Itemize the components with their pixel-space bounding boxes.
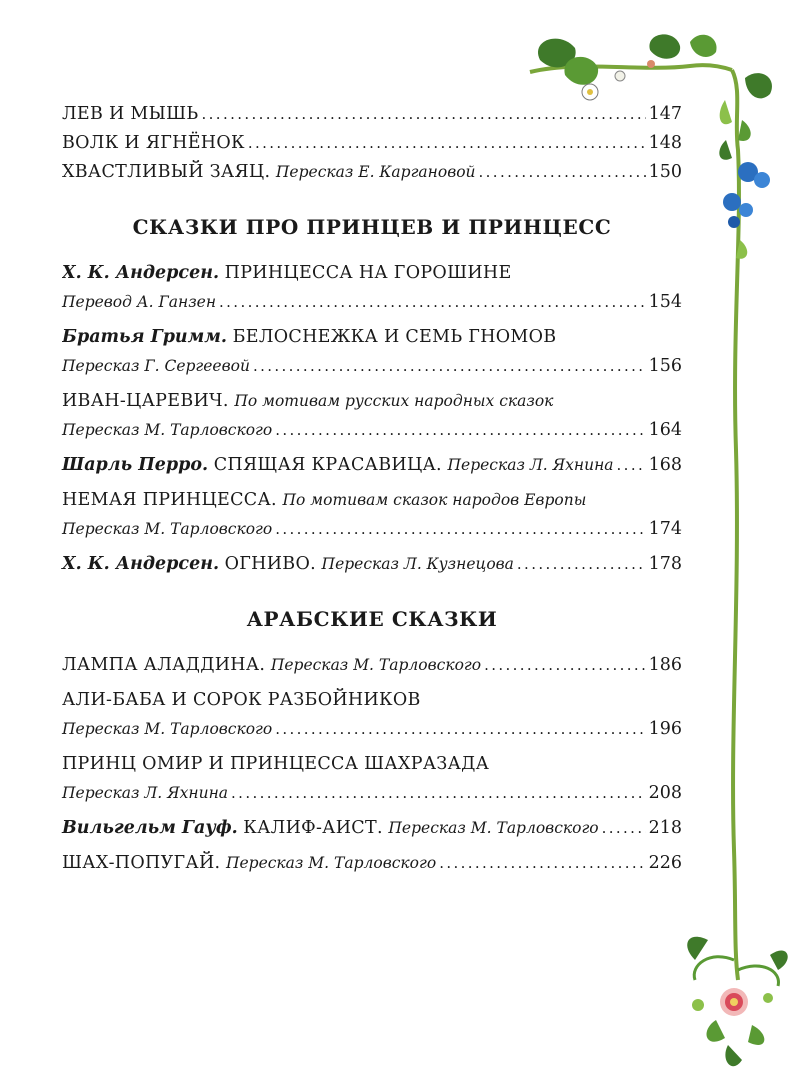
page-number: 148	[648, 133, 682, 153]
toc-entry[interactable]	[62, 451, 682, 480]
dot-leader	[275, 515, 645, 544]
section-heading: СКАЗКИ ПРО ПРИНЦЕВ И ПРИНЦЕСС	[132, 215, 612, 239]
entry-title: НЕМАЯ ПРИНЦЕССА.	[62, 490, 277, 510]
page-number: 150	[648, 162, 682, 182]
page-number: 164	[648, 420, 682, 440]
toc-entry[interactable]	[62, 651, 682, 680]
dot-leader	[202, 100, 646, 129]
toc-entry[interactable]	[62, 686, 682, 744]
entry-title: ХВАСТЛИВЫЙ ЗАЯЦ.	[62, 162, 271, 182]
entry-translator: Пересказ М. Тарловского	[62, 421, 273, 439]
page-number: 174	[648, 519, 682, 539]
entry-title: БЕЛОСНЕЖКА И СЕМЬ ГНОМОВ	[232, 327, 557, 347]
toc-entry[interactable]	[62, 100, 682, 129]
toc-entry[interactable]	[62, 129, 682, 158]
toc-entry[interactable]	[62, 750, 682, 808]
page-number: 147	[648, 104, 682, 124]
entry-title: КАЛИФ-АИСТ.	[243, 818, 383, 838]
entry-author: Шарль Перро.	[62, 455, 209, 475]
page-number: 196	[648, 719, 682, 739]
entry-title: ОГНИВО.	[224, 554, 316, 574]
dot-leader	[479, 158, 646, 187]
entry-author: Вильгельм Гауф.	[62, 818, 238, 838]
entry-note: По мотивам русских народных сказок	[234, 392, 554, 410]
entry-translator: Пересказ М. Тарловского	[270, 656, 482, 674]
page-number: 218	[648, 818, 682, 838]
entry-author: Братья Гримм.	[62, 327, 228, 347]
toc-entry[interactable]	[62, 387, 682, 445]
entry-title: ШАХ-ПОПУГАЙ.	[62, 853, 221, 873]
dot-leader	[253, 352, 646, 381]
entry-translator: Перевод А. Ганзен	[62, 293, 217, 311]
page-number: 178	[648, 554, 682, 574]
toc-entry[interactable]	[62, 486, 682, 544]
toc-entry[interactable]	[62, 259, 682, 317]
toc-entry[interactable]	[62, 849, 682, 878]
page-number: 154	[648, 292, 682, 312]
section-heading: АРАБСКИЕ СКАЗКИ	[246, 607, 498, 631]
dot-leader	[231, 779, 646, 808]
page-number: 156	[648, 356, 682, 376]
entry-title: ЛЕВ И МЫШЬ	[62, 104, 199, 124]
dot-leader	[602, 814, 646, 843]
toc-entry[interactable]	[62, 158, 682, 187]
entry-title: ПРИНЦ ОМИР И ПРИНЦЕССА ШАХРАЗАДА	[62, 754, 490, 774]
entry-translator: Пересказ М. Тарловского	[62, 520, 273, 538]
entry-title: ЛАМПА АЛАДДИНА.	[62, 655, 266, 675]
dot-leader	[248, 129, 646, 158]
entry-note: По мотивам сказок народов Европы	[282, 491, 587, 509]
entry-title: СПЯЩАЯ КРАСАВИЦА.	[213, 455, 442, 475]
dot-leader	[439, 849, 645, 878]
page-number: 186	[648, 655, 682, 675]
page-number: 168	[648, 455, 682, 475]
entry-translator: Пересказ М. Тарловского	[62, 720, 273, 738]
dot-leader	[617, 451, 646, 480]
table-of-contents	[62, 100, 682, 878]
entry-author: Х. К. Андерсен.	[62, 263, 220, 283]
toc-entry[interactable]	[62, 814, 682, 843]
entry-translator: Пересказ М. Тарловского	[225, 854, 437, 872]
entry-title: АЛИ-БАБА И СОРОК РАЗБОЙНИКОВ	[62, 690, 421, 710]
dot-leader	[275, 416, 645, 445]
entry-translator: Пересказ Л. Кузнецова	[321, 555, 514, 573]
dot-leader	[517, 550, 646, 579]
dot-leader	[484, 651, 646, 680]
entry-translator: Пересказ Г. Сергеевой	[62, 357, 250, 375]
entry-translator: Пересказ Е. Каргановой	[275, 163, 476, 181]
page-number: 226	[648, 853, 682, 873]
entry-translator: Пересказ М. Тарловского	[388, 819, 599, 837]
toc-entry[interactable]	[62, 550, 682, 579]
entry-title: ВОЛК И ЯГНЁНОК	[62, 133, 245, 153]
red-flower-icon	[692, 988, 773, 1016]
entry-title: ИВАН-ЦАРЕВИЧ.	[62, 391, 229, 411]
entry-author: Х. К. Андерсен.	[62, 554, 220, 574]
entry-translator: Пересказ Л. Яхнина	[62, 784, 229, 802]
page-number: 208	[648, 783, 682, 803]
entry-title: ПРИНЦЕССА НА ГОРОШИНЕ	[224, 263, 512, 283]
toc-entry[interactable]	[62, 323, 682, 381]
dot-leader	[275, 715, 645, 744]
entry-translator: Пересказ Л. Яхнина	[447, 456, 614, 474]
dot-leader	[219, 288, 646, 317]
blue-flower-icon	[723, 162, 770, 228]
